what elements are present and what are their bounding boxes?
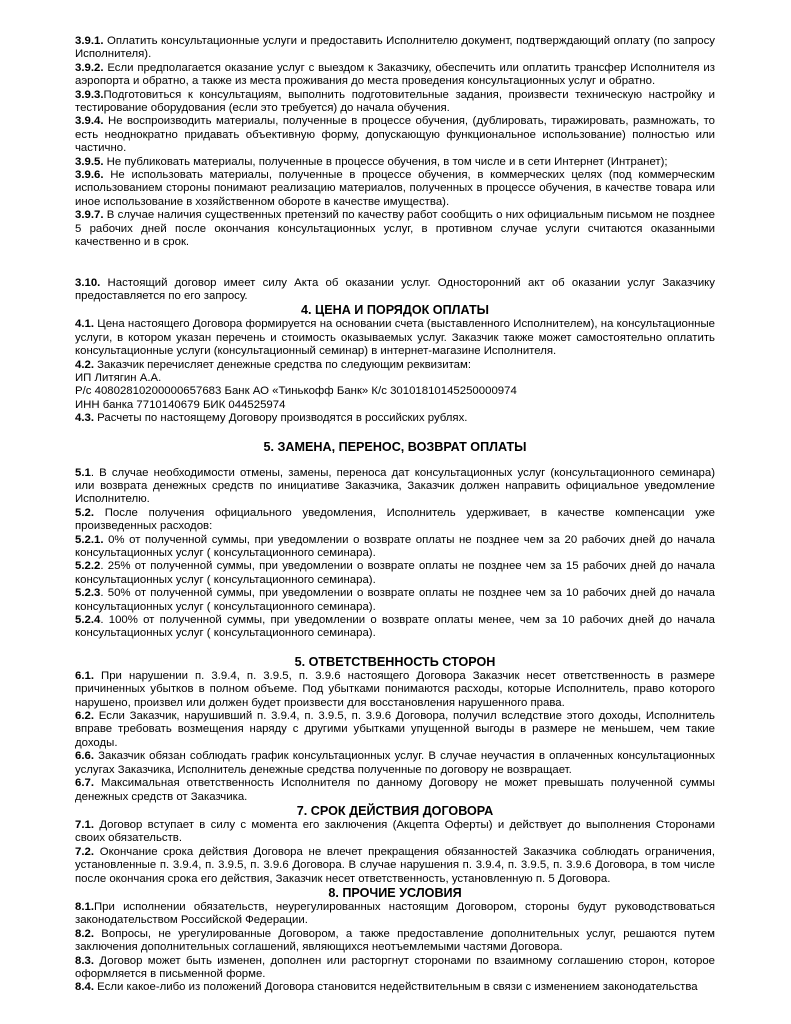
clause-text: Если какое-либо из положений Договора становится недействительным в связи с изменением законодательства — [94, 981, 698, 994]
clause-number: 4.1. — [75, 318, 94, 331]
clause-number: 6.2. — [75, 710, 94, 723]
clause-number: 5.2. — [75, 506, 94, 519]
clause-number: 3.9.1. — [75, 35, 104, 47]
clause-6-7 — [75, 777, 715, 804]
clause-number: 7.2. — [75, 845, 94, 858]
clause-text: При исполнении обязательств, неурегулированных настоящим Договором, стороны будут руководствоваться законодательством Российской Федерации. — [75, 900, 715, 927]
clause-6-2 — [75, 710, 715, 750]
clause-number: 7.1. — [75, 818, 94, 831]
clause-text: Максимальная ответственность Исполнителя по данному Договору не может превышать полученной суммы денежных средств от Заказчика. — [75, 777, 715, 803]
spacer — [75, 264, 715, 277]
clause-text: Оплатить консультационные услуги и предоставить Исполнителю документ, подтверждающий оплату (по запросу Исполнителя). — [75, 35, 715, 61]
clause-text: Расчеты по настоящему Договору производятся в российских рублях. — [94, 412, 468, 425]
clause-3-9-4 — [75, 115, 715, 155]
clause-5-2-3 — [75, 587, 715, 614]
clause-text: Договор может быть изменен, дополнен или расторгнут сторонами по взаимному соглашению сторон, которое оформляется в письменной форме. — [75, 954, 715, 980]
clause-text: . 50% от полученной суммы, при уведомлении о возврате оплаты не позднее чем за 10 рабочих дней до начала консультационных услуг ( консультационного семинара). — [75, 587, 715, 613]
clause-number: 8.4. — [75, 981, 94, 994]
spacer — [75, 455, 715, 467]
clause-number: 3.9.7. — [75, 209, 104, 222]
clause-number: 4.2. — [75, 358, 94, 371]
clause-number: 8.2. — [75, 927, 94, 940]
clause-text: Настоящий договор имеет силу Акта об оказании услуг. Односторонний акт об оказании услуг Заказчику предоставляется по его запросу. — [75, 276, 715, 302]
requisites-bank-ids: ИНН банка 7710140679 БИК 044525974 — [75, 398, 286, 411]
clause-number: 6.1. — [75, 669, 94, 682]
clause-text: Если предполагается оказание услуг с выездом к Заказчику, обеспечить или оплатить трансфер Исполнителя из аэропорта и обратно, а также из места проживания до места проведения консультационных услуг и обратно. — [75, 61, 715, 88]
clause-text: . 100% от полученной суммы, при уведомлении о возврате оплаты менее, чем за 10 рабочих дней до начала консультационных услуг ( консультационного семинара). — [75, 614, 715, 640]
clause-number: 3.9.6. — [75, 169, 104, 182]
clause-number: 5.2.3 — [75, 587, 101, 600]
spacer — [75, 250, 715, 264]
clause-text: Заказчик перечисляет денежные средства по следующим реквизитам: — [94, 358, 472, 371]
clause-5-2-2 — [75, 560, 715, 587]
clause-3-9-2 — [75, 62, 715, 89]
clause-8-3 — [75, 955, 715, 982]
requisites-account: Р/с 40802810200000657683 Банк АО «Тинькофф Банк» К/с 30101810145250000974 — [75, 385, 517, 398]
clause-6-1 — [75, 670, 715, 710]
clause-7-1 — [75, 819, 715, 846]
section-heading-price: 4. ЦЕНА И ПОРЯДОК ОПЛАТЫ — [301, 303, 489, 318]
section-heading-refund: 5. ЗАМЕНА, ПЕРЕНОС, ВОЗВРАТ ОПЛАТЫ — [263, 439, 527, 454]
clause-5-1 — [75, 467, 715, 507]
clause-text: При нарушении п. 3.9.4, п. 3.9.5, п. 3.9.6 настоящего Договора Заказчик несет ответственность в размере причиненных убытков в полном объеме. Под убытками понимаются расходы, которые Исполнитель, право которого нарушено, произвел или должен будет произвести для восстановления нарушенного права. — [75, 669, 715, 709]
clause-text: Не воспроизводить материалы, полученные в процессе обучения, (дублировать, тиражировать, размножать, то есть неоднократно придавать объективную форму, допускающую функциональное использование) полностью или частично. — [75, 115, 715, 155]
clause-3-9-7 — [75, 209, 715, 249]
clause-8-2 — [75, 928, 715, 955]
clause-8-1 — [75, 901, 715, 928]
clause-6-6 — [75, 750, 715, 777]
requisites-name: ИП Литягин А.А. — [75, 371, 162, 384]
clause-number: 3.9.2. — [75, 61, 104, 74]
section-heading-term: 7. СРОК ДЕЙСТВИЯ ДОГОВОРА — [296, 803, 494, 818]
clause-number: 5.2.2 — [75, 560, 101, 573]
clause-3-9-3 — [75, 89, 715, 116]
spacer — [75, 426, 715, 440]
clause-7-2 — [75, 846, 715, 886]
clause-4-3 — [75, 412, 715, 425]
clause-text: . В случае необходимости отмены, замены, переноса дат консультационных услуг (консультационного семинара) или возврата денежных средств по инициативе Заказчика, Заказчик должен направить официальное уведомление Исполнителю. — [75, 466, 715, 506]
section-heading-liability: 5. ОТВЕТСТВЕННОСТЬ СТОРОН — [294, 654, 496, 669]
clause-text: Если Заказчик, нарушивший п. 3.9.4, п. 3.9.5, п. 3.9.6 Договора, получил вследствие этого доходы, Исполнитель вправе требовать возмещения наряду с другими убытками упущенной выгоды в размере не меньшем, чем такие доходы. — [75, 710, 715, 749]
clause-number: 6.6. — [75, 750, 94, 763]
clause-4-1 — [75, 318, 715, 358]
clause-text: 0% от полученной суммы, при уведомлении о возврате оплаты не позднее чем за 20 рабочих дней до начала консультационных услуг ( консультационного семинара). — [75, 533, 715, 559]
clause-text: После получения официального уведомления, Исполнитель удерживает, в качестве компенсации уже произведенных расходов: — [75, 506, 715, 533]
clause-5-2-1 — [75, 534, 715, 561]
section-heading-other: 8. ПРОЧИЕ УСЛОВИЯ — [328, 885, 462, 900]
clause-number: 6.7. — [75, 777, 94, 790]
clause-3-9-6 — [75, 169, 715, 209]
clause-text: Окончание срока действия Договора не влечет прекращения обязанностей Заказчика соблюдать ограничения, установленные п. 3.9.4, п. 3.9.5, п. 3.9.6 Договора. В случае нарушения п. 3.9.4, п. 3.9.5, п. 3.9.6 Договора, в том числе после окончания срока его действия, Заказчик несет ответственность, установленную п. 5 Договора. — [75, 845, 715, 885]
clause-number: 5.1 — [75, 466, 91, 479]
clause-3-10 — [75, 277, 715, 304]
clause-text: Не публиковать материалы, полученные в процессе обучения, в том числе и в сети Интернет (Интранет); — [103, 155, 668, 168]
clause-text: Договор вступает в силу с момента его заключения (Акцепта Оферты) и действует до выполнения Сторонами своих обязательств. — [75, 818, 715, 845]
clause-5-2 — [75, 507, 715, 534]
spacer — [75, 641, 715, 655]
clause-3-9-5 — [75, 156, 715, 169]
clause-text: . 25% от полученной суммы, при уведомлении о возврате оплаты не позднее чем за 15 рабочих дней до начала консультационных услуг ( консультационного семинара). — [75, 560, 715, 586]
clause-number: 4.3. — [75, 412, 94, 425]
clause-number: 8.3. — [75, 954, 94, 967]
clause-number: 3.10. — [75, 276, 101, 289]
clause-text: Цена настоящего Договора формируется на основании счета (выставленного Исполнителем), на консультационные услуги, в котором указан перечень и стоимость оказываемых услуг. Заказчик также может самостоятельно оплатить консультационные услуги (консультационный семинар) в интернет-магазине Исполнителя. — [75, 318, 715, 358]
clause-number: 3.9.3. — [75, 88, 104, 101]
clause-5-2-4 — [75, 614, 715, 641]
clause-text: В случае наличия существенных претензий по качеству работ сообщить о них официальным письмом не позднее 5 рабочих дней после окончания консультационных услуг, в противном случае услуги считаются оказанными качественно и в срок. — [75, 209, 715, 249]
clause-number: 3.9.5. — [75, 155, 104, 168]
clause-text: Подготовиться к консультациям, выполнить подготовительные задания, произвести техническую настройку и тестирование оборудования (если это требуется) до начала обучения. — [75, 88, 715, 115]
clause-text: Заказчик обязан соблюдать график консультационных услуг. В случае неучастия в оплаченных консультационных услугах Заказчика, Исполнитель денежные средства полученные по договору не возвращает. — [75, 750, 715, 776]
clause-4-2 — [75, 359, 715, 372]
clause-number: 3.9.4. — [75, 115, 104, 128]
clause-8-4 — [75, 981, 715, 994]
clause-number: 5.2.1. — [75, 533, 104, 546]
clause-3-9-1 — [75, 35, 715, 62]
clause-number: 8.1. — [75, 900, 94, 913]
document-page — [75, 35, 715, 995]
clause-text: Не использовать материалы, полученные в процессе обучения, в коммерческих целях (под коммерческим использованием стороны понимают реализацию материалов, полученных в процессе обучения, в качестве товара или иное использование в хозяйственном обороте в качестве имущества). — [75, 169, 715, 208]
clause-text: Вопросы, не урегулированные Договором, а также предоставление дополнительных услуг, решаются путем заключения дополнительных соглашений, являющихся неотъемлемыми частями Договора. — [75, 927, 715, 954]
clause-number: 5.2.4 — [75, 614, 101, 627]
